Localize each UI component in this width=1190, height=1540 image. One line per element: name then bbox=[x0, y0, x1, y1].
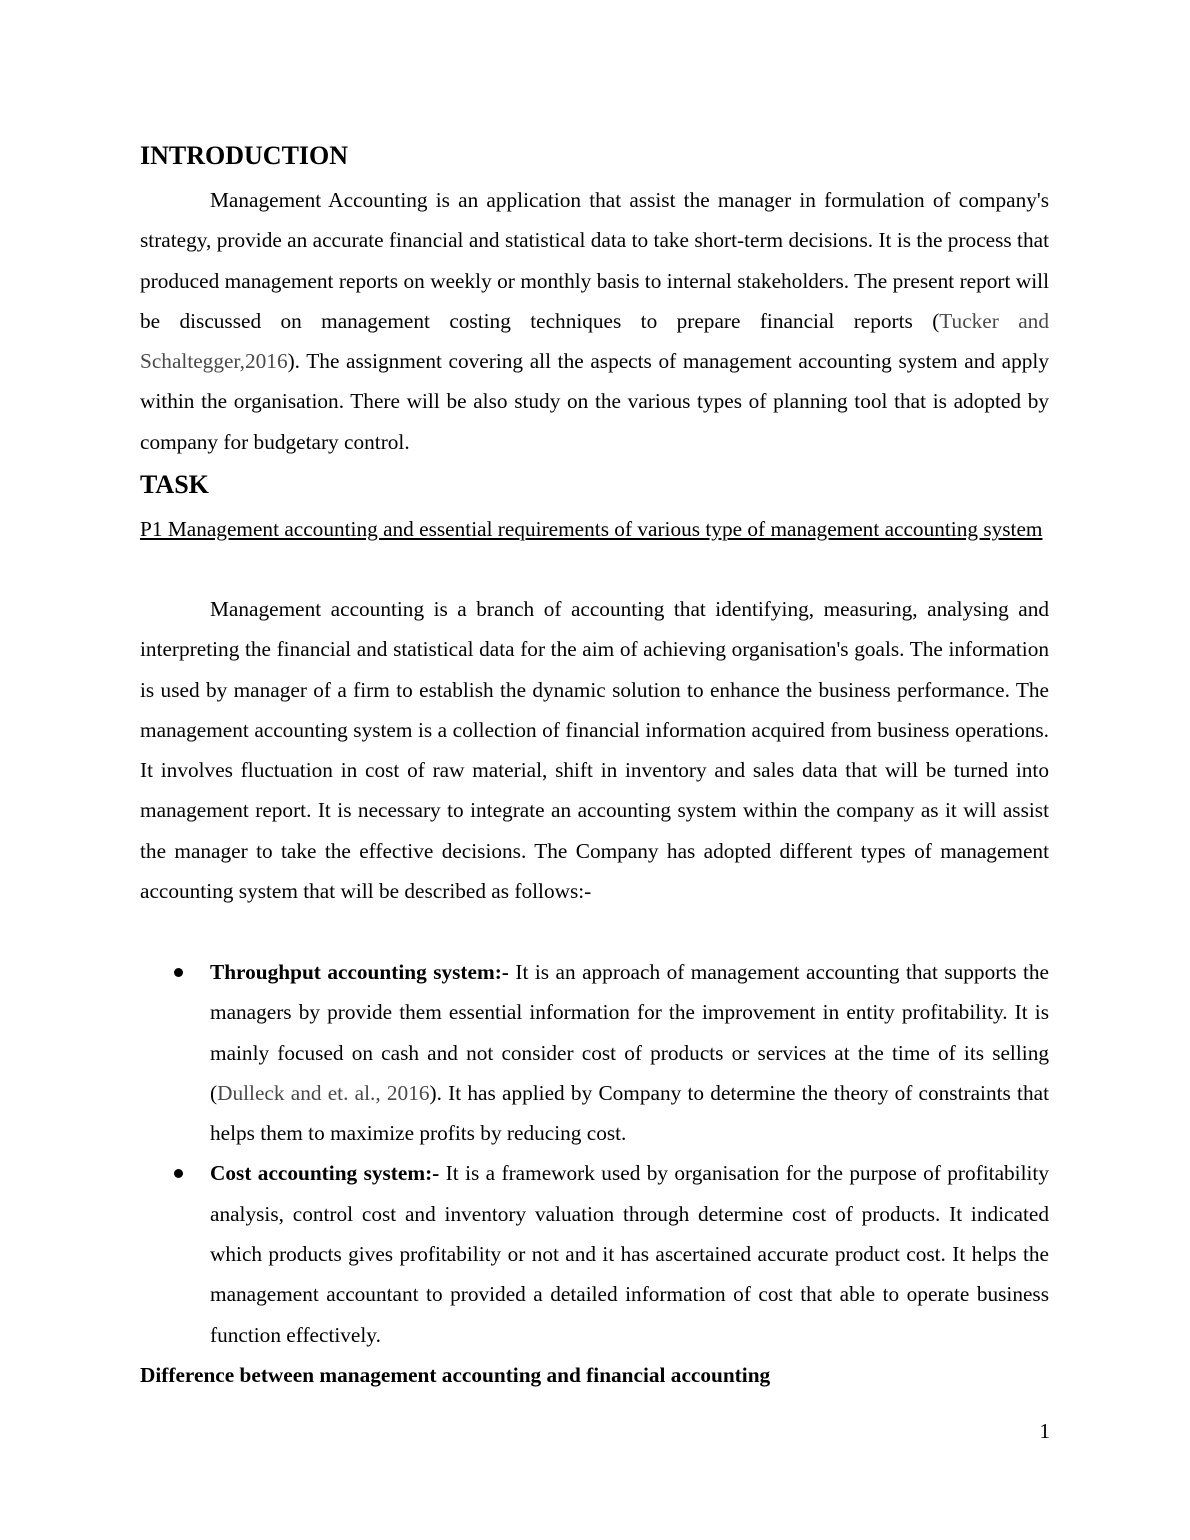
task-heading: TASK bbox=[140, 470, 209, 499]
bullet-citation: Dulleck and et. al., 2016 bbox=[217, 1080, 430, 1105]
intro-citation: Tucker and Schaltegger,2016 bbox=[140, 308, 1049, 374]
list-item bbox=[140, 952, 1049, 1153]
intro-text-part2: ). The assignment covering all the aspects of management accounting system and apply within the organisation. There will be also study on the various types of planning tool that is adopted by company for budgetary control. bbox=[140, 349, 1049, 454]
bullet-text-part2: ). It has applied by Company to determine the theory of constraints that helps them to maximize profits by reducing cost. bbox=[210, 1080, 1049, 1146]
body-text: Management accounting is a branch of accounting that identifying, measuring, analysing and interpreting the financial and statistical data for the aim of achieving organisation's goals. The information is used by manager of a firm to establish the dynamic solution to enhance the business performance. The management accounting system is a collection of financial information acquired from business operations. It involves fluctuation in cost of raw material, shift in inventory and sales data that will be turned into management report. It is necessary to integrate an accounting system within the company as it will assist the manager to take the effective decisions. The Company has adopted different types of management accounting system that will be described as follows:- bbox=[140, 597, 1049, 904]
body-paragraph bbox=[140, 589, 1049, 911]
bullet-text-part1: It is an approach of management accounting that supports the managers by provide them essential information for the improvement in entity profitability. It is mainly focused on cash and not consider cost of products or services at the time of its selling ( bbox=[210, 960, 1049, 1105]
bullet-text-part1: It is a framework used by organisation for the purpose of profitability analysis, control cost and inventory valuation through determine cost of products. It indicated which products gives profitability or not and it has ascertained accurate product cost. It helps the management accountant to provided a detailed information of cost that able to operate business function effectively. bbox=[210, 1161, 1049, 1347]
bullet-term: Throughput accounting system:- bbox=[210, 960, 509, 984]
bullet-term: Cost accounting system:- bbox=[210, 1161, 440, 1186]
intro-paragraph bbox=[140, 180, 1049, 462]
list-item bbox=[140, 1153, 1049, 1354]
system-bullet-list bbox=[140, 952, 1049, 1355]
difference-heading: Difference between management accounting and financial accounting bbox=[140, 1363, 771, 1387]
p1-subheading: P1 Management accounting and essential requirements of various type of management accounting system bbox=[140, 517, 1043, 541]
intro-text-part1: Management Accounting is an application that assist the manager in formulation of company's strategy, provide an accurate financial and statistical data to take short-term decisions. It is the process that produced management reports on weekly or monthly basis to internal stakeholders. The present report will be discussed on management costing techniques to prepare financial reports ( bbox=[140, 188, 1049, 333]
bullet-icon bbox=[174, 968, 183, 977]
page-number: 1 bbox=[1039, 1419, 1050, 1443]
bullet-icon bbox=[174, 1169, 183, 1178]
intro-heading: INTRODUCTION bbox=[140, 141, 349, 170]
